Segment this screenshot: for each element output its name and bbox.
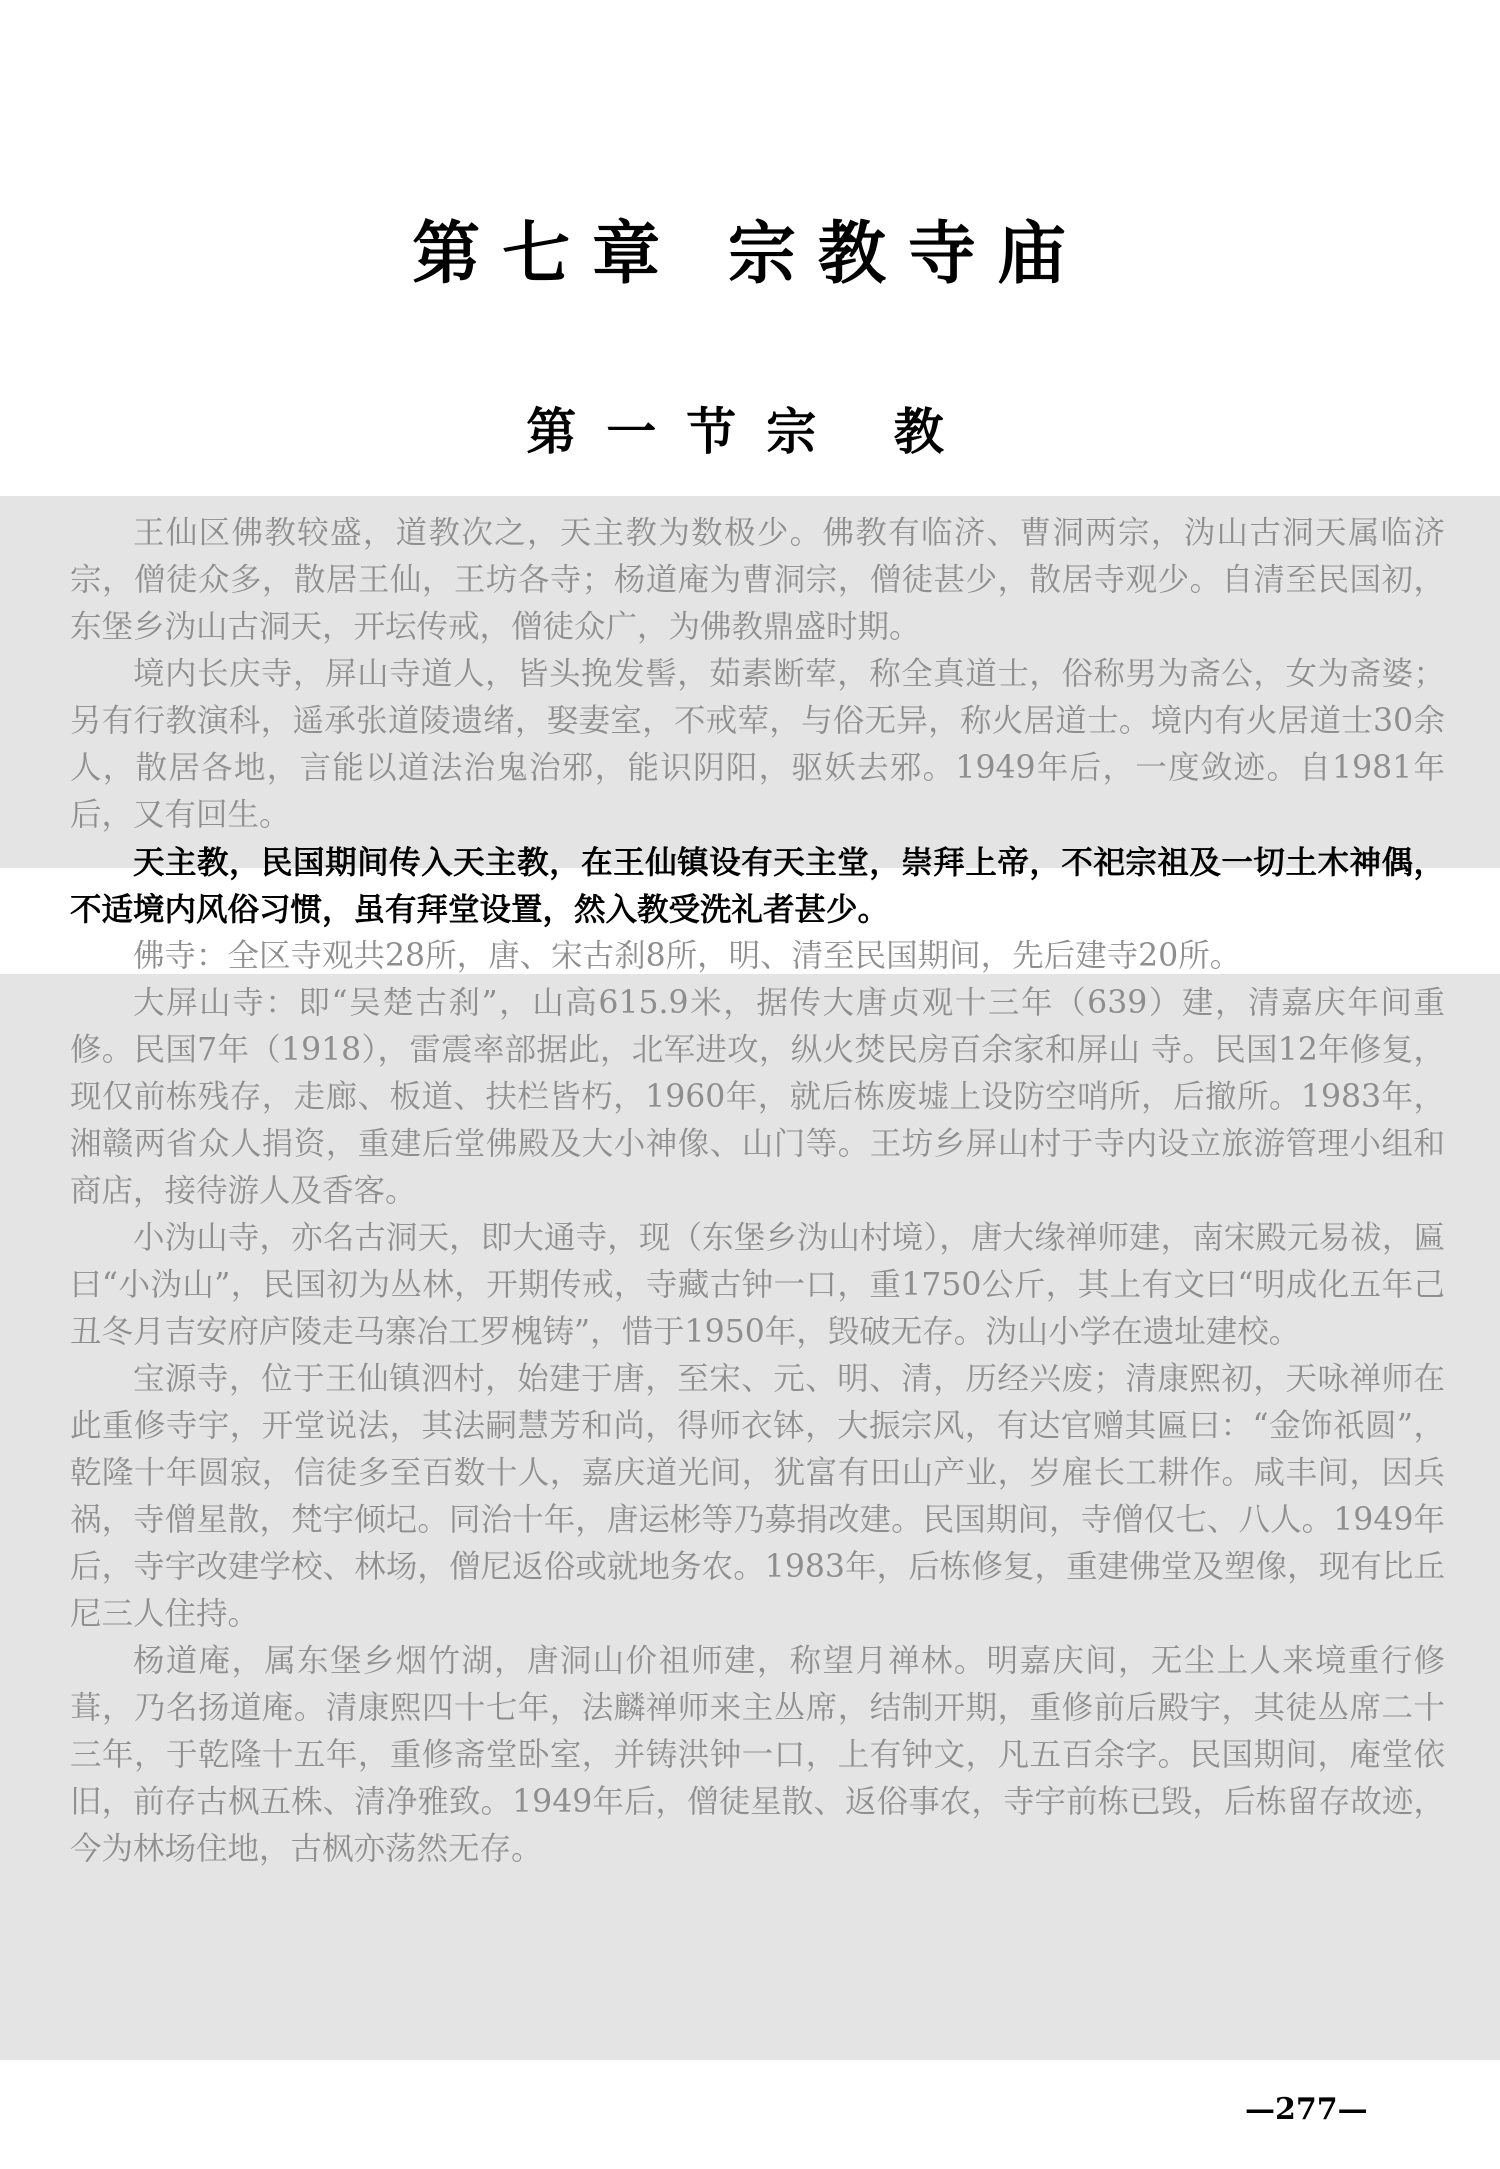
paragraph-baoyuan-temple: 宝源寺，位于王仙镇泗村，始建于唐，至宋、元、明、清，历经兴废；清康熙初，天咏禅师在此重修寺宇，开堂说法，其法嗣慧芳和尚，得师衣钵，大振宗风，有达官赠其匾曰：“金饰祇圆”，乾隆十年圆寂，信徒多至百数十人，嘉庆道光间，犹富有田山产业，岁雇长工耕作。咸丰间，因兵祸，寺僧星散，梵宇倾圮。同治十年，唐运彬等乃募捐改建。民国期间，寺僧仅七、八人。1949年后，寺宇改建学校、林场，僧尼返俗或就地务农。1983年，后栋修复，重建佛堂及塑像，现有比丘尼三人住持。	[70, 1361, 1445, 1632]
body-text	[70, 510, 1445, 1873]
page-number: —277—	[1245, 2092, 1368, 2127]
paragraph-dapingshan-temple: 大屏山寺：即“吴楚古刹”，山高615.9米，据传大唐贞观十三年（639）建，清嘉庆年间重修。民国7年（1918），雷震率部据此，北军进攻，纵火焚民房百余家和屏山 寺。民国12年修复，现仅前栋残存，走廊、板道、扶栏皆朽，1960年，就后栋废墟上设防空哨所，后撤所。1983年，湘赣两省众人捐资，重建后堂佛殿及大小神像、山门等。王坊乡屏山村于寺内设立旅游管理小组和商店，接待游人及香客。	[70, 985, 1445, 1209]
paragraph-temples-count: 佛寺：全区寺观共28所，唐、宋古刹8所，明、清至民国期间，先后建寺20所。	[133, 938, 1242, 974]
section-title: 第一节宗 教	[526, 402, 974, 461]
paragraph-buddhism-overview: 王仙区佛教较盛，道教次之，天主教为数极少。佛教有临济、曹洞两宗，沩山古洞天属临济宗，僧徒众多，散居王仙，王坊各寺；杨道庵为曹洞宗，僧徒甚少，散居寺观少。自清至民国初，东堡乡沩山古洞天，开坛传戒，僧徒众广，为佛教鼎盛时期。	[70, 515, 1445, 645]
paragraph-xiaoweishan-temple: 小沩山寺，亦名古洞天，即大通寺，现（东堡乡沩山村境），唐大缘禅师建，南宋殿元易祓，匾曰“小沩山”，民国初为丛林，开期传戒，寺藏古钟一口，重1750公斤，其上有文曰“明成化五年己丑冬月吉安府庐陵走马寨冶工罗槐铸”，惜于1950年，毁破无存。沩山小学在遗址建校。	[70, 1220, 1445, 1350]
paragraph-yangdao-temple: 杨道庵，属东堡乡烟竹湖，唐洞山价祖师建，称望月禅林。明嘉庆间，无尘上人来境重行修葺，乃名扬道庵。清康熙四十七年，法麟禅师来主丛席，结制开期，重修前后殿宇，其徒丛席二十三年，于乾隆十五年，重修斋堂卧室，并铸洪钟一口，上有钟文，凡五百余字。民国期间，庵堂依旧，前存古枫五株、清净雅致。1949年后，僧徒星散、返俗事农，寺宇前栋已毁，后栋留存故迹，今为林场住地，古枫亦荡然无存。	[70, 1643, 1445, 1867]
paragraph-catholicism: 天主教，民国期间传入天主教，在王仙镇设有天主堂，崇拜上帝，不祀宗祖及一切土木神偶，不适境内风俗习惯，虽有拜堂设置，然入教受洗礼者甚少。	[70, 844, 1445, 928]
chapter-title: 第七章 宗教寺庙	[412, 214, 1088, 294]
paragraph-taoism: 境内长庆寺，屏山寺道人，皆头挽发髻，茹素断荤，称全真道士，俗称男为斋公，女为斋婆；另有行教演科，遥承张道陵遗绪，娶妻室，不戒荤，与俗无异，称火居道士。境内有火居道士30余人，散居各地，言能以道法治鬼治邪，能识阴阳，驱妖去邪。1949年后，一度敛迹。自1981年后，又有回生。	[70, 656, 1445, 833]
